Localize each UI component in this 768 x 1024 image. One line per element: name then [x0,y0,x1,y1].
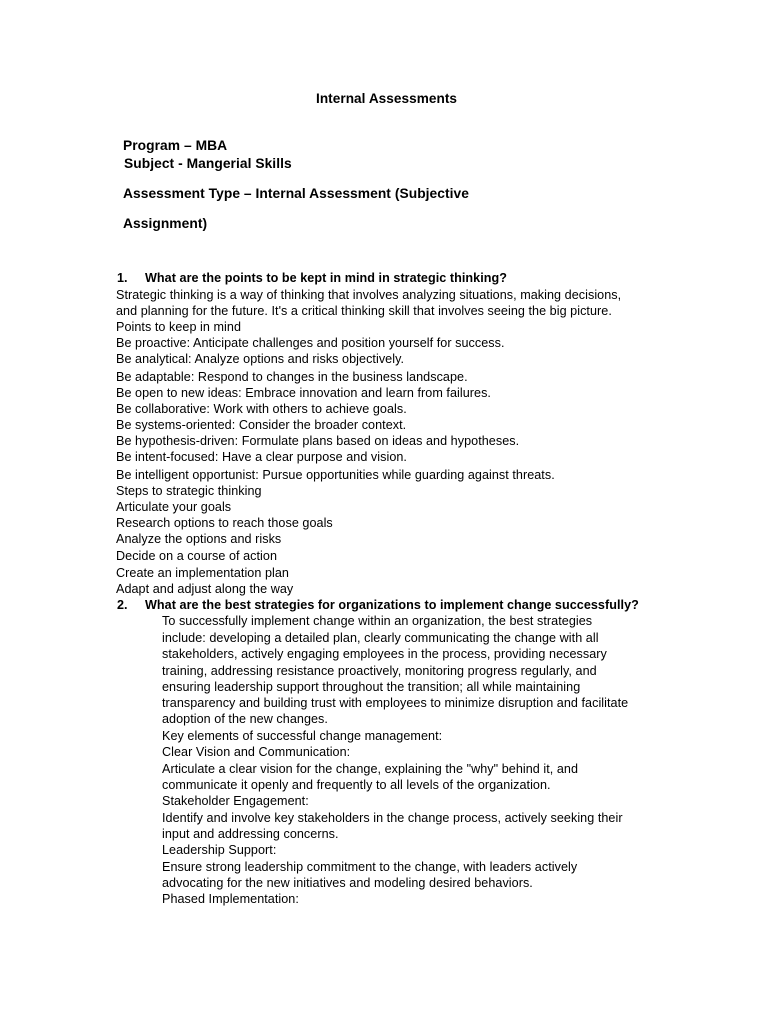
answer-line: Articulate your goals [116,500,232,514]
answer-line: Ensure strong leadership commitment to the change, with leaders actively [162,860,578,874]
document-title: Internal Assessments [316,91,458,106]
answer-line: transparency and building trust with employees to minimize disruption and facilitate [162,696,629,710]
answer-line: Stakeholder Engagement: [162,794,309,808]
answer-line: Analyze the options and risks [116,532,282,546]
subject-heading: Subject - Mangerial Skills [124,156,292,171]
answer-line: and planning for the future. It's a critical thinking skill that involves seeing the big picture. [116,304,612,318]
answer-line: Be intent-focused: Have a clear purpose and vision. [116,450,407,464]
answer-line: communicate it openly and frequently to all levels of the organization. [162,778,551,792]
answer-line: Key elements of successful change management: [162,729,443,743]
answer-line: Create an implementation plan [116,566,289,580]
answer-line: Leadership Support: [162,843,277,857]
answer-line: Research options to reach those goals [116,516,333,530]
answer-line: Be analytical: Analyze options and risks objectively. [116,352,405,366]
answer-line: Phased Implementation: [162,892,299,906]
question-number: 2. [117,598,128,612]
answer-line: Steps to strategic thinking [116,484,262,498]
question-text: What are the best strategies for organizations to implement change successfully? [145,598,639,612]
question-1 [117,270,507,286]
question-2 [117,597,639,613]
answer-line: adoption of the new changes. [162,712,328,726]
answer-line: Articulate a clear vision for the change, explaining the "why" behind it, and [162,762,579,776]
answer-line: include: developing a detailed plan, clearly communicating the change with all [162,631,599,645]
answer-line: ensuring leadership support throughout the transition; all while maintaining [162,680,581,694]
assessment-type-heading-continued: Assignment) [123,216,208,231]
assessment-type-heading: Assessment Type – Internal Assessment (Subjective [123,186,469,201]
answer-line: Be proactive: Anticipate challenges and position yourself for success. [116,336,505,350]
answer-line: Identify and involve key stakeholders in the change process, actively seeking their [162,811,623,825]
answer-line: advocating for the new initiatives and modeling desired behaviors. [162,876,533,890]
program-heading: Program – MBA [123,138,228,153]
answer-line: Be hypothesis-driven: Formulate plans based on ideas and hypotheses. [116,434,520,448]
answer-line: Be adaptable: Respond to changes in the business landscape. [116,370,468,384]
answer-line: Be open to new ideas: Embrace innovation and learn from failures. [116,386,491,400]
answer-line: Be systems-oriented: Consider the broader context. [116,418,407,432]
answer-line: Be intelligent opportunist: Pursue opportunities while guarding against threats. [116,468,555,482]
answer-line: Clear Vision and Communication: [162,745,351,759]
question-number: 1. [117,271,128,285]
answer-line: Points to keep in mind [116,320,242,334]
answer-line: training, addressing resistance proactively, monitoring progress regularly, and [162,664,597,678]
answer-line: To successfully implement change within an organization, the best strategies [162,614,593,628]
answer-line: Decide on a course of action [116,549,278,563]
question-text: What are the points to be kept in mind in strategic thinking? [145,271,507,285]
answer-line: input and addressing concerns. [162,827,339,841]
answer-line: Be collaborative: Work with others to achieve goals. [116,402,407,416]
answer-line: Strategic thinking is a way of thinking that involves analyzing situations, making decisions, [116,288,622,302]
answer-line: stakeholders, actively engaging employees in the process, providing necessary [162,647,607,661]
answer-line: Adapt and adjust along the way [116,582,294,596]
